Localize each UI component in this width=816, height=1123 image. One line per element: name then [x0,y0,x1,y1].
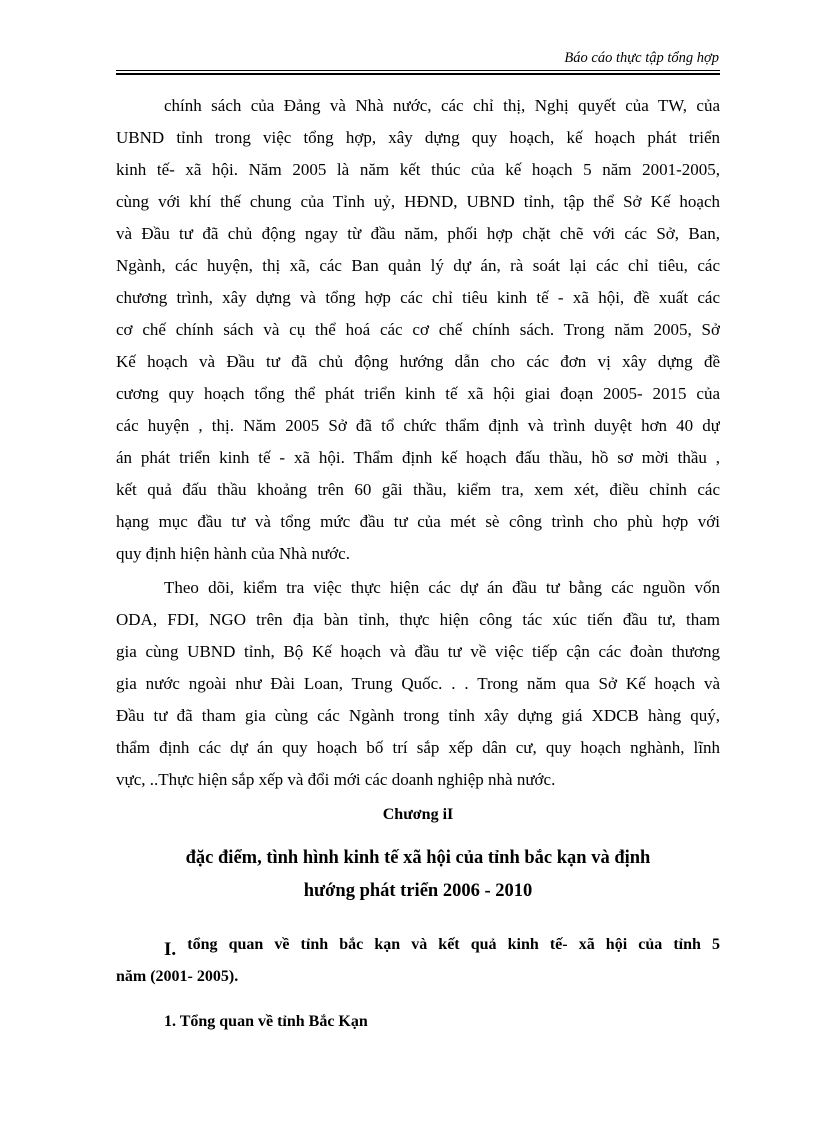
paragraph-1-line: UBND tỉnh trong việc tổng hợp, xây dựng quy hoạch, kế hoạch phát triển [116,128,720,147]
paragraph-2-line: gia cùng UBND tỉnh, Bộ Kế hoạch và đầu tư về việc tiếp cận các đoàn thương [116,642,720,661]
paragraph-1-line: kinh tế- xã hội. Năm 2005 là năm kết thúc của kế hoạch 5 năm 2001-2005, [116,160,720,179]
header-rule-thin [116,70,720,71]
paragraph-2-line: vực, ..Thực hiện sắp xếp và đổi mới các doanh nghiệp nhà nước. [116,770,556,789]
paragraph-2-line: ODA, FDI, NGO trên địa bàn tỉnh, thực hiện công tác xúc tiến đầu tư, tham [116,610,720,629]
paragraph-1-line: cương quy hoạch tổng thể phát triển kinh tế xã hội giai đoạn 2005- 2015 của [116,384,720,403]
paragraph-1-line: chính sách của Đảng và Nhà nước, các chỉ thị, Nghị quyết của TW, của [164,96,720,115]
paragraph-1-line: Ngành, các huyện, thị xã, các Ban quản lý dự án, rà soát lại các chỉ tiêu, các [116,256,720,275]
paragraph-2-line: Theo dõi, kiểm tra việc thực hiện các dự án đầu tư bằng các nguồn vốn [164,578,720,597]
paragraph-1-line: chương trình, xây dựng và tổng hợp các chỉ tiêu kinh tế - xã hội, đề xuất các [116,288,720,307]
paragraph-1-line: Kế hoạch và Đầu tư đã chủ động hướng dẫn cho các đơn vị xây dựng đề [116,352,720,371]
paragraph-1-line: các huyện , thị. Năm 2005 Sở đã tổ chức thẩm định và trình duyệt hơn 40 dự [116,416,720,435]
paragraph-1-line: hạng mục đầu tư và tổng mức đầu tư của mét sè công trình cho phù hợp với [116,512,720,531]
paragraph-1-line: án phát triển kinh tế - xã hội. Thẩm định kế hoạch đấu thầu, hồ sơ mời thầu , [116,448,720,467]
section-1-heading-text: tổng quan về tỉnh bắc kạn và kết quả kinh tế- xã hội của tỉnh 5 [176,936,720,953]
subsection-1-heading: 1. Tổng quan về tỉnh Bắc Kạn [164,1013,368,1030]
paragraph-2-line: gia nước ngoài như Đài Loan, Trung Quốc. . . Trong năm qua Sở Kế hoạch và [116,674,720,693]
chapter-title-line-2: hướng phát triển 2006 - 2010 [303,881,533,901]
header-rule-thick [116,73,720,75]
paragraph-2-line: thẩm định các dự án quy hoạch bố trí sắp xếp dân cư, quy hoạch nghành, lĩnh [116,738,720,757]
chapter-title-line-1: đặc điểm, tình hình kinh tế xã hội của tỉnh bắc kạn và định [185,848,651,868]
section-1-heading-line-2: năm (2001- 2005). [116,968,239,985]
paragraph-1-line: và Đầu tư đã chủ động ngay từ đầu năm, phối hợp chặt chẽ với các Sở, Ban, [116,224,720,243]
paragraph-1-line: kết quả đấu thầu khoảng trên 60 gãi thầu, kiểm tra, xem xét, điều chỉnh các [116,480,720,499]
section-1-numeral: I. [164,939,177,960]
chapter-label: Chương iI [382,806,454,823]
page-header-title: Báo cáo thực tập tổng hợp [564,50,719,66]
paragraph-1-line: quy định hiện hành của Nhà nước. [116,544,350,563]
section-1-heading-line-1 [164,930,720,960]
paragraph-1-line: cơ chế chính sách và cụ thể hoá các cơ chế chính sách. Trong năm 2005, Sở [116,320,720,339]
paragraph-1-line: cùng với khí thế chung của Tỉnh uỷ, HĐND, UBND tỉnh, tập thể Sở Kế hoạch [116,192,720,211]
paragraph-2-line: Đầu tư đã tham gia cùng các Ngành trong tỉnh xây dựng giá XDCB hàng quý, [116,706,720,725]
